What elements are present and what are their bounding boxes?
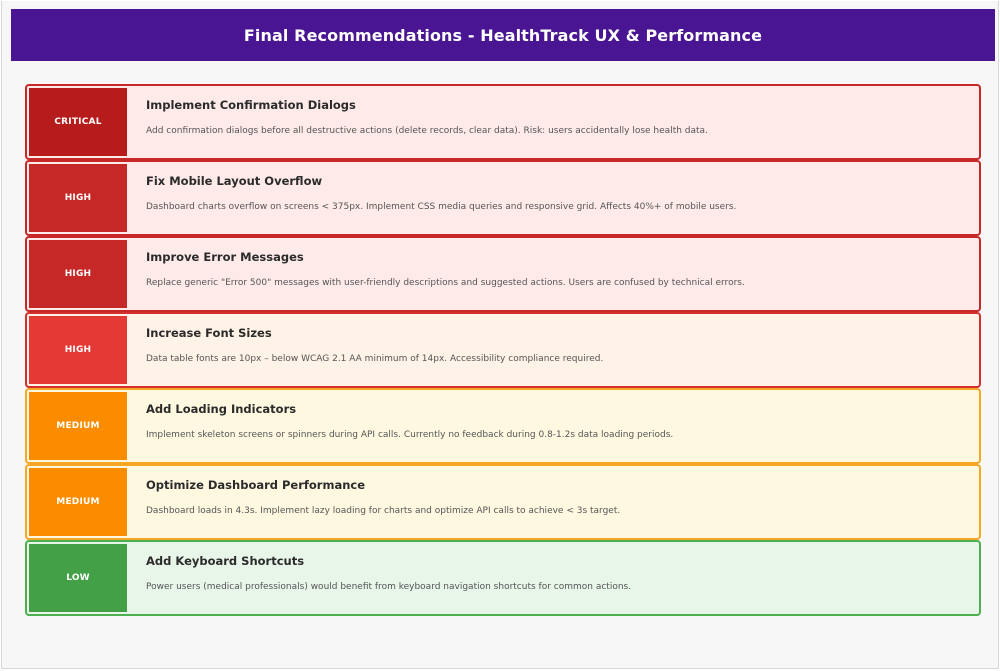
recommendations-list (25, 84, 981, 616)
recommendation-content (127, 392, 977, 460)
priority-badge-medium: MEDIUM (29, 468, 127, 536)
page (1, 1, 999, 669)
recommendation-content (127, 544, 977, 612)
recommendation-description: Implement skeleton screens or spinners during API calls. Currently no feedback during 0.8-1.2s data loading periods. (146, 430, 674, 440)
recommendation-content (127, 468, 977, 536)
recommendation-description: Dashboard charts overflow on screens < 375px. Implement CSS media queries and responsive grid. Affects 40%+ of mobile users. (146, 202, 737, 212)
recommendation-card-loading-indicators (25, 388, 981, 464)
priority-badge-high: HIGH (29, 164, 127, 232)
recommendation-description: Data table fonts are 10px – below WCAG 2.1 AA minimum of 14px. Accessibility compliance required. (146, 354, 604, 364)
recommendation-card-dashboard-performance (25, 464, 981, 540)
priority-badge-medium: MEDIUM (29, 392, 127, 460)
recommendation-description: Replace generic "Error 500" messages with user-friendly descriptions and suggested actions. Users are confused by technical errors. (146, 278, 745, 288)
recommendation-title: Improve Error Messages (146, 250, 304, 264)
recommendation-description: Dashboard loads in 4.3s. Implement lazy loading for charts and optimize API calls to achieve < 3s target. (146, 506, 621, 516)
recommendation-card-font-sizes (25, 312, 981, 388)
recommendation-description: Add confirmation dialogs before all destructive actions (delete records, clear data). Risk: users accidentally lose health data. (146, 126, 708, 136)
recommendation-content (127, 164, 977, 232)
recommendation-card-confirmation-dialogs (25, 84, 981, 160)
recommendation-title: Add Loading Indicators (146, 402, 297, 416)
priority-badge-critical: CRITICAL (29, 88, 127, 156)
recommendation-content (127, 88, 977, 156)
priority-badge-high: HIGH (29, 240, 127, 308)
priority-badge-low: LOW (29, 544, 127, 612)
recommendation-title: Optimize Dashboard Performance (146, 478, 366, 492)
recommendation-card-mobile-layout (25, 160, 981, 236)
page-header (11, 9, 995, 61)
recommendation-title: Add Keyboard Shortcuts (146, 554, 305, 568)
recommendation-title: Fix Mobile Layout Overflow (146, 174, 323, 188)
recommendation-content (127, 240, 977, 308)
priority-badge-high: HIGH (29, 316, 127, 384)
recommendation-description: Power users (medical professionals) would benefit from keyboard navigation shortcuts for common actions. (146, 582, 632, 592)
recommendation-title: Increase Font Sizes (146, 326, 272, 340)
recommendation-card-error-messages (25, 236, 981, 312)
recommendation-content (127, 316, 977, 384)
recommendation-card-keyboard-shortcuts (25, 540, 981, 616)
page-title: Final Recommendations - HealthTrack UX & Performance (243, 25, 763, 45)
recommendation-title: Implement Confirmation Dialogs (146, 98, 356, 112)
